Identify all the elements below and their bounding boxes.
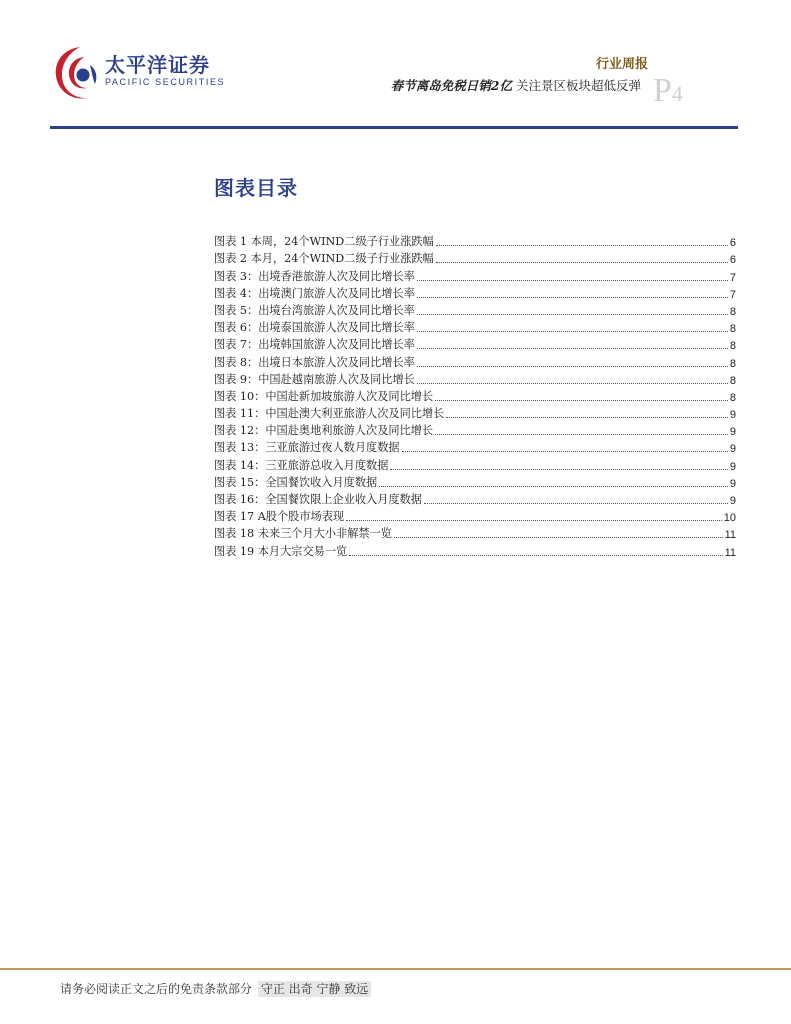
toc-leader-dots <box>402 451 728 452</box>
toc-leader-dots <box>379 486 728 487</box>
toc-entry-page: 9 <box>729 409 736 422</box>
toc-entry-label: 图表 11：中国赴澳大利亚旅游人次及同比增长 <box>214 407 445 421</box>
toc-entry-label: 图表 3：出境香港旅游人次及同比增长率 <box>214 269 415 283</box>
toc-leader-dots <box>424 503 728 504</box>
footer <box>60 980 371 997</box>
toc-entry-page: 9 <box>729 426 736 439</box>
toc-entry[interactable] <box>214 524 736 541</box>
toc-entry-page: 7 <box>729 288 736 301</box>
toc-entry[interactable] <box>214 421 736 438</box>
toc-entry[interactable] <box>214 490 736 507</box>
toc-entry[interactable] <box>214 335 736 352</box>
toc-entry-page: 11 <box>724 546 736 559</box>
toc-entry[interactable] <box>214 507 736 524</box>
toc-leader-dots <box>417 280 728 281</box>
report-title-bold: 春节离岛免税日销2亿 <box>390 78 512 93</box>
toc-entry-page: 6 <box>729 254 736 267</box>
toc-entry-page: 9 <box>729 477 736 490</box>
page-number-value: 4 <box>671 81 683 106</box>
toc-leader-dots <box>346 520 722 521</box>
toc-leader-dots <box>349 555 722 556</box>
toc-entry-page: 8 <box>729 340 736 353</box>
toc-entry-page: 6 <box>729 237 736 250</box>
footer-slogan: 守正 出奇 宁静 致远 <box>258 981 371 997</box>
footer-disclaimer: 请务必阅读正文之后的免责条款部分 <box>60 982 253 996</box>
toc-entry[interactable] <box>214 284 736 301</box>
toc-leader-dots <box>417 314 728 315</box>
toc-entry-page: 9 <box>729 495 736 507</box>
toc-entry-page: 8 <box>729 357 736 370</box>
toc-entry-page: 10 <box>723 512 736 525</box>
toc-entry-page: 8 <box>729 323 736 336</box>
toc-entry-label: 图表 19 本月大宗交易一览 <box>214 544 348 558</box>
table-of-figures <box>214 232 736 559</box>
toc-entry-label: 图表 1 本周，24个WIND二级子行业涨跌幅 <box>214 235 434 249</box>
toc-entry[interactable] <box>214 352 736 369</box>
toc-entry-page: 8 <box>729 305 736 318</box>
toc-entry-label: 图表 17 A股个股市场表现 <box>214 510 345 524</box>
toc-leader-dots <box>446 417 728 418</box>
toc-leader-dots <box>436 245 728 246</box>
toc-entry-label: 图表 9：中国赴越南旅游人次及同比增长 <box>214 372 415 386</box>
toc-entry-label: 图表 12：中国赴奥地利旅游人次及同比增长 <box>214 424 434 438</box>
toc-entry[interactable] <box>214 301 736 318</box>
toc-entry-page: 8 <box>729 391 736 404</box>
header-divider <box>50 126 738 129</box>
toc-entry-label: 图表 7：出境韩国旅游人次及同比增长率 <box>214 338 415 352</box>
toc-entry-label: 图表 4：出境澳门旅游人次及同比增长率 <box>214 286 415 300</box>
company-logo <box>50 43 226 103</box>
toc-entry-label: 图表 5：出境台湾旅游人次及同比增长率 <box>214 303 415 317</box>
company-name-cn: 太平洋证券 <box>105 53 210 77</box>
toc-entry[interactable] <box>214 438 736 455</box>
page-number-prefix: P <box>653 72 672 109</box>
toc-entry-page: 11 <box>724 529 736 542</box>
toc-leader-dots <box>390 469 727 470</box>
toc-entry-label: 图表 8：出境日本旅游人次及同比增长率 <box>214 355 415 369</box>
toc-entry[interactable] <box>214 404 736 421</box>
toc-heading: 图表目录 <box>214 176 298 200</box>
toc-entry-page: 7 <box>729 271 736 284</box>
toc-entry[interactable] <box>214 370 736 387</box>
toc-entry[interactable] <box>214 266 736 283</box>
toc-entry-label: 图表 16：全国餐饮限上企业收入月度数据 <box>214 493 422 506</box>
report-title-rest: 关注景区板块超低反弹 <box>515 78 641 93</box>
toc-entry[interactable] <box>214 232 736 249</box>
report-title <box>391 76 641 94</box>
toc-entry-label: 图表 14：三亚旅游总收入月度数据 <box>214 458 389 472</box>
toc-entry-label: 图表 2 本月，24个WIND二级子行业涨跌幅 <box>214 252 434 266</box>
toc-leader-dots <box>394 537 723 538</box>
toc-entry-label: 图表 15：全国餐饮收入月度数据 <box>214 475 378 489</box>
toc-leader-dots <box>417 331 728 332</box>
company-name-en: PACIFIC SECURITIES <box>105 77 226 87</box>
report-type: 行业周报 <box>595 57 648 72</box>
toc-entry[interactable] <box>214 249 736 266</box>
toc-entry[interactable] <box>214 541 736 558</box>
toc-entry-page: 9 <box>729 443 736 456</box>
toc-leader-dots <box>417 383 728 384</box>
toc-entry-label: 图表 6：出境泰国旅游人次及同比增长率 <box>214 321 415 335</box>
toc-leader-dots <box>417 348 728 349</box>
toc-leader-dots <box>417 297 728 298</box>
page-number <box>653 72 683 110</box>
pacific-securities-logo-icon <box>50 43 102 103</box>
toc-entry-page: 8 <box>729 374 736 387</box>
toc-entry-page: 9 <box>729 460 736 473</box>
toc-entry[interactable] <box>214 318 736 335</box>
toc-entry-label: 图表 13：三亚旅游过夜人数月度数据 <box>214 441 400 455</box>
toc-entry-label: 图表 10：中国赴新加坡旅游人次及同比增长 <box>214 389 434 403</box>
toc-entry[interactable] <box>214 455 736 472</box>
footer-divider <box>0 968 791 970</box>
toc-entry-label: 图表 18 未来三个月大小非解禁一览 <box>214 527 392 541</box>
toc-leader-dots <box>417 366 728 367</box>
toc-leader-dots <box>435 434 728 435</box>
toc-entry[interactable] <box>214 387 736 404</box>
toc-leader-dots <box>436 262 728 263</box>
toc-leader-dots <box>435 400 728 401</box>
toc-entry[interactable] <box>214 473 736 490</box>
